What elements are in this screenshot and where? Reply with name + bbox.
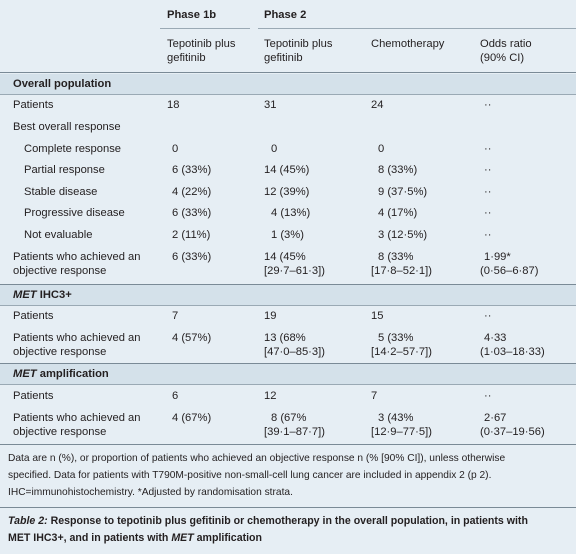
footnote-line: IHC=immunohistochemistry. *Adjusted by randomisation strata. [8,487,293,498]
section-band-ihc [0,285,576,305]
cell-value: 12 (39%) [264,186,310,198]
section-overall: Overall population [13,78,112,90]
cell-value: 2 (11%) [172,229,211,241]
row-label-patients: Patients [13,310,54,322]
cell-value: 4·33 [484,332,507,344]
cell-value: ·· [484,186,492,198]
row-label-stable: Stable disease [24,186,98,198]
cell-value: 14 (45% [264,251,306,263]
table-footnote [8,450,568,501]
row-label-orr-l1: Patients who achieved an [13,412,141,424]
table-caption [8,513,568,547]
cell-value: (0·56–6·87) [480,265,539,277]
cell-value: 18 [167,99,180,111]
cell-value: 4 (13%) [271,207,311,219]
cell-value: [12·9–77·5]) [371,426,432,438]
section-met-ihc: MET IHC3+ [13,289,72,301]
rule-header-bottom [0,72,576,73]
caption-label: Table 2: [8,515,48,527]
cell-value: 15 [371,310,384,322]
cell-value: 3 (12·5%) [378,229,428,241]
cell-value: 7 [371,390,378,402]
caption-text: amplification [193,532,262,544]
cell-value: 12 [264,390,277,402]
row-label-patients: Patients [13,390,54,402]
cell-value: 1 (3%) [271,229,304,241]
cell-value: 4 (67%) [172,412,212,424]
section-met-amplification: MET amplification [13,368,109,380]
cell-value: 14 (45%) [264,164,310,176]
cell-value: 0 [378,143,385,155]
cell-value: [29·7–61·3]) [264,265,325,277]
footnote-line: Data are n (%), or proportion of patients who achieved an objective response n (% [90% CI]), unless otherwise [8,453,506,464]
row-label-best-overall: Best overall response [13,121,121,133]
cell-value: 1·99* [484,251,511,263]
col-header-tep-gef-2-l2: gefitinib [264,52,303,64]
cell-value: 19 [264,310,277,322]
row-label-progressive: Progressive disease [24,207,125,219]
rule-table-bottom [0,444,576,445]
caption-text: Response to tepotinib plus gefitinib or chemotherapy in the overall population, in patients with [47,515,528,527]
cell-value: 8 (67% [271,412,307,424]
cell-value: 7 [172,310,179,322]
cell-value: 8 (33%) [378,164,418,176]
cell-value: ·· [484,390,492,402]
row-label-orr-l1: Patients who achieved an [13,332,141,344]
cell-value: 8 (33% [378,251,414,263]
col-header-or-l1: Odds ratio [480,38,532,50]
cell-value: ·· [484,229,492,241]
rule-amp [0,384,576,385]
footnote-line: specified. Data for patients with T790M-positive non-small-cell lung cancer are included in appendix 2 (p 2). [8,470,492,481]
row-label-orr-l1: Patients who achieved an [13,251,141,263]
cell-value: 0 [271,143,278,155]
cell-value: 4 (22%) [172,186,212,198]
cell-value: (1·03–18·33) [480,346,545,358]
cell-value: 5 (33% [378,332,414,344]
caption-text: MET [171,532,194,544]
header-rule-1b [160,28,250,29]
row-label-orr-l2: objective response [13,426,107,438]
col-header-tep-gef-1b-l1: Tepotinib plus [167,38,236,50]
cell-value: 13 (68% [264,332,306,344]
cell-value: ·· [484,207,492,219]
cell-value: [47·0–85·3]) [264,346,325,358]
cell-value: 4 (57%) [172,332,212,344]
cell-value: ·· [484,310,492,322]
cell-value: 4 (17%) [378,207,418,219]
cell-value: ·· [484,143,492,155]
cell-value: 2·67 [484,412,507,424]
rule-caption-top [0,507,576,508]
cell-value: 6 (33%) [172,207,212,219]
row-label-partial: Partial response [24,164,105,176]
cell-value: 24 [371,99,384,111]
row-label-orr-l2: objective response [13,265,107,277]
cell-value: (0·37–19·56) [480,426,545,438]
header-phase1b: Phase 1b [167,9,217,21]
col-header-or-l2: (90% CI) [480,52,525,64]
cell-value: [17·8–52·1]) [371,265,432,277]
row-label-not-evaluable: Not evaluable [24,229,93,241]
header-rule-2 [258,28,576,29]
col-header-tep-gef-2-l1: Tepotinib plus [264,38,333,50]
cell-value: 3 (43% [378,412,414,424]
row-label-complete: Complete response [24,143,122,155]
col-header-tep-gef-1b-l2: gefitinib [167,52,206,64]
rule-overall [0,94,576,95]
col-header-chemo: Chemotherapy [371,38,445,50]
cell-value: ·· [484,99,492,111]
cell-value: 31 [264,99,277,111]
cell-value: 6 [172,390,179,402]
cell-value: 9 (37·5%) [378,186,428,198]
header-phase2: Phase 2 [264,9,307,21]
cell-value: 6 (33%) [172,251,212,263]
caption-text: MET IHC3+, and in patients with [8,532,172,544]
row-label-orr-l2: objective response [13,346,107,358]
rule-ihc [0,305,576,306]
cell-value: 6 (33%) [172,164,212,176]
cell-value: [14·2–57·7]) [371,346,432,358]
cell-value: ·· [484,164,492,176]
cell-value: [39·1–87·7]) [264,426,325,438]
row-label-patients: Patients [13,99,54,111]
cell-value: 0 [172,143,179,155]
